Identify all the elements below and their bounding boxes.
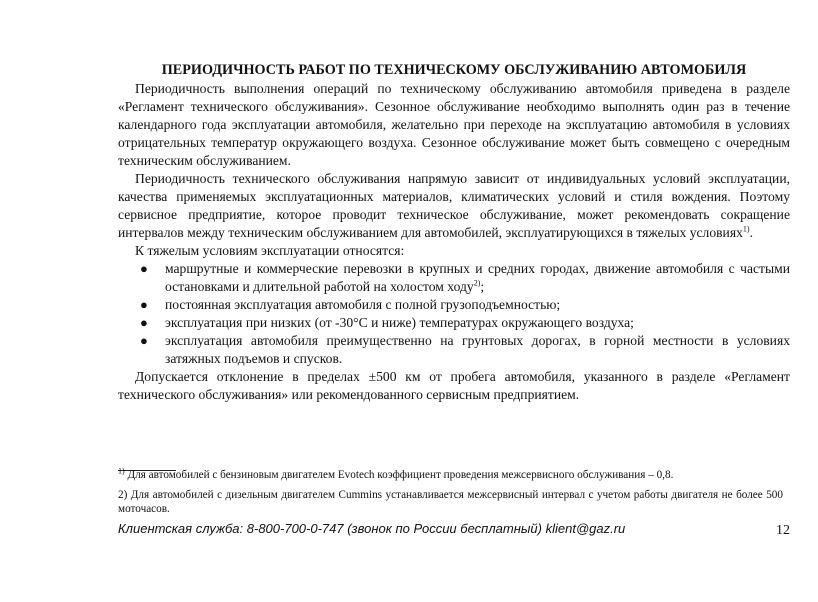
paragraph-1: Периодичность выполнения операций по техническому обслуживанию автомобиля приведена в разделе «Регламент технического обслуживания». Сезонное обслуживание необходимо выполнять один раз в течение календарного года эксплуатации автомобиля, желательно при переходе на эксплуатацию автомобиля в условиях отрицательных температур окружающего воздуха. Сезонное обслуживание может быть совмещено с очередным техническим обслуживанием. bbox=[118, 81, 790, 168]
bullet-icon: ● bbox=[140, 261, 148, 276]
paragraph-2-text: Периодичность технического обслуживания напрямую зависит от индивидуальных условий эксплуатации, качества применяемых эксплуатационных материалов, климатических условий и стиля вождения. Поэтому сервисное предприятие, которое проводит техническое обслуживание, может рекомендовать сокращение интервалов между техническим обслуживанием для автомобилей, эксплуатирующихся в тяжелых условиях bbox=[118, 171, 790, 240]
closing-paragraph: Допускается отклонение в пределах ±500 км от пробега автомобиля, указанного в разделе «Регламент технического обслуживания» или рекомендованного сервисным предприятием. bbox=[118, 369, 790, 402]
customer-service-line: Клиентская служба: 8-800-700-0-747 (звонок по России бесплатный) klient@gaz.ru bbox=[118, 521, 626, 536]
page-title: ПЕРИОДИЧНОСТЬ РАБОТ ПО ТЕХНИЧЕСКОМУ ОБСЛУЖИВАНИЮ АВТОМОБИЛЯ bbox=[161, 62, 747, 78]
footnote-1 bbox=[118, 468, 783, 483]
footnotes bbox=[118, 468, 783, 517]
list-item bbox=[118, 314, 790, 332]
footnote-2: 2) Для автомобилей с дизельным двигателем Cummins устанавливается межсервисный интервал с учетом работы двигателя не более 500 моточасов. bbox=[118, 488, 783, 515]
list-item-text: маршрутные и коммерческие перевозки в крупных и средних городах, движение автомобиля с частыми остановками и длительной работой на холостом ходу bbox=[165, 261, 790, 294]
list-item bbox=[118, 296, 790, 314]
bullet-icon: ● bbox=[140, 315, 148, 330]
conditions-list bbox=[118, 260, 790, 368]
paragraph-2-end: . bbox=[749, 225, 753, 240]
bullet-icon: ● bbox=[140, 333, 148, 348]
paragraph-2 bbox=[118, 170, 790, 242]
list-item bbox=[118, 260, 790, 296]
footnote-1-text: Для автомобилей с бензиновым двигателем Evotech коэффициент проведения межсервисного обслуживания – 0,8. bbox=[124, 469, 674, 481]
list-item bbox=[118, 332, 790, 368]
footnote-1-mark: 1) bbox=[118, 466, 125, 476]
footnote-ref-2[interactable]: 2) bbox=[473, 278, 481, 288]
bullet-icon: ● bbox=[140, 297, 148, 312]
list-item-text: эксплуатация автомобиля преимущественно на грунтовых дорогах, в горной местности в условиях затяжных подъемов и спусков. bbox=[165, 333, 790, 366]
list-item-end: ; bbox=[480, 279, 485, 294]
list-item-text: эксплуатация при низких (от -30°С и ниже) температурах окружающего воздуха; bbox=[165, 315, 634, 330]
paragraph-3: К тяжелым условиям эксплуатации относятся: bbox=[135, 243, 405, 258]
document-body bbox=[118, 80, 790, 404]
footnote-ref-1[interactable]: 1) bbox=[742, 224, 750, 234]
page-number: 12 bbox=[776, 523, 790, 538]
list-item-text: постоянная эксплуатация автомобиля с полной грузоподъемностью; bbox=[165, 297, 561, 312]
